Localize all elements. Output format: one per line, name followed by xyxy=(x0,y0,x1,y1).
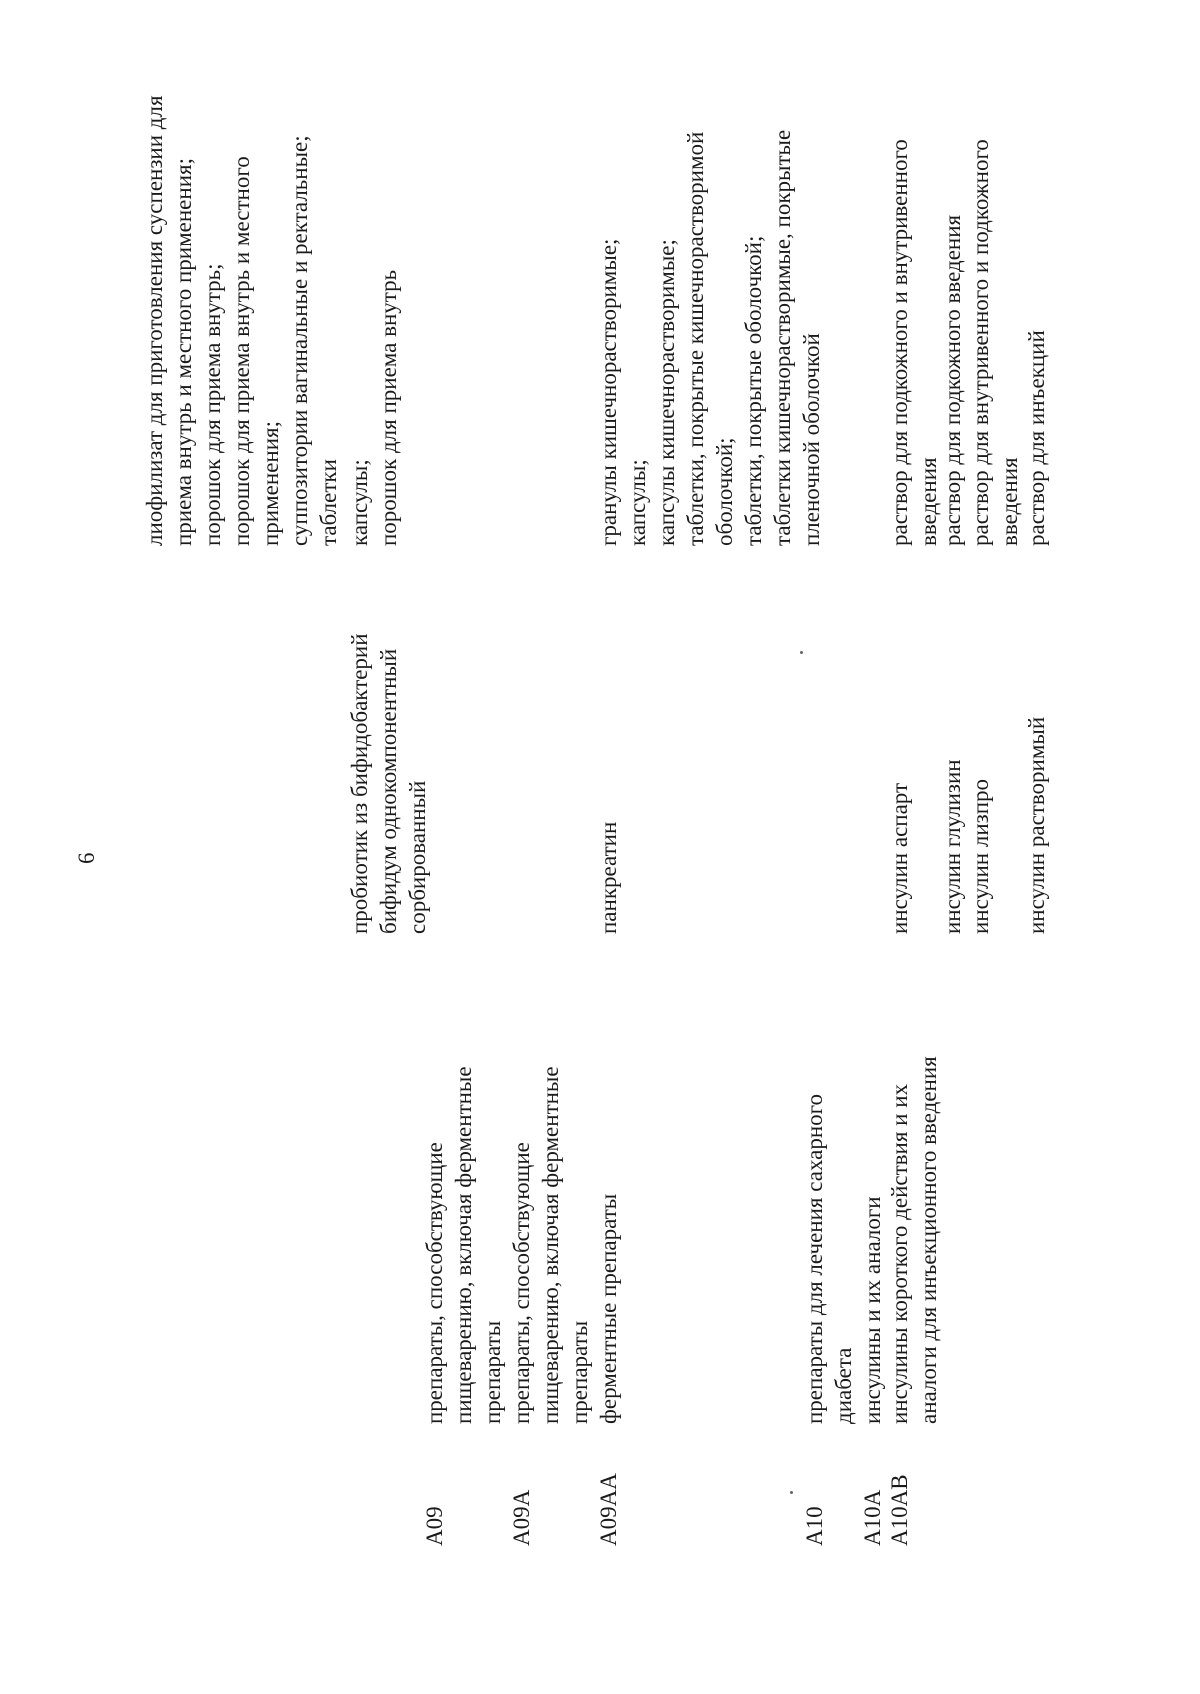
drug-name: панкреатин xyxy=(596,821,621,934)
dosage-forms: раствор для подкожного и внутривенного введения xyxy=(887,139,941,546)
atc-code: A10A xyxy=(860,1489,885,1546)
atc-group-name: препараты, способствующие пищеварению, включая ферментные препараты xyxy=(422,1066,505,1424)
atc-code: A10AB xyxy=(887,1474,912,1546)
atc-code: A09A xyxy=(509,1489,534,1546)
atc-code: A10 xyxy=(802,1506,827,1546)
dosage-forms: раствор для внутривенного и подкожного введения xyxy=(968,139,1022,546)
drug-name: пробиотик из бифидобактерий бифидум однокомпонентный сорбированный xyxy=(347,633,430,934)
scan-speck xyxy=(790,1491,793,1494)
atc-group-name: инсулины короткого действия и их аналоги для инъекционного введения xyxy=(887,1056,941,1424)
atc-group-name: ферментные препараты xyxy=(596,1193,621,1424)
dosage-forms: гранулы кишечнорастворимые; капсулы; капсулы кишечнорастворимые; таблетки, покрытые кишечнорастворимой оболочкой; таблетки, покрытые оболочкой; таблетки кишечнорастворимые, покрытые пленочной оболочкой xyxy=(596,129,824,546)
atc-group-name: инсулины и их аналоги xyxy=(860,1196,885,1424)
atc-code: A09AA xyxy=(596,1473,621,1546)
drug-name: инсулин аспарт xyxy=(887,782,912,934)
drug-name: инсулин лизпро xyxy=(968,778,993,934)
dosage-forms: раствор для подкожного введения xyxy=(940,214,965,546)
dosage-forms: капсулы; порошок для приема внутрь xyxy=(347,269,401,546)
scan-speck xyxy=(800,651,803,654)
drug-name: инсулин растворимый xyxy=(1024,716,1049,934)
drug-name: инсулин глулизин xyxy=(940,759,965,934)
page-number: 6 xyxy=(74,852,99,864)
atc-group-name: препараты, способствующие пищеварению, включая ферментные препараты xyxy=(509,1066,592,1424)
atc-group-name: препараты для лечения сахарного диабета xyxy=(802,1093,856,1424)
dosage-forms: раствор для инъекций xyxy=(1024,330,1049,546)
forms-continuation: лиофилизат для приготовления суспензии для приема внутрь и местного применения; порошок для приема внутрь; порошок для приема внутрь и местного применения; суппозитории вагинальные и ректальные; таблетки xyxy=(142,95,341,546)
atc-code: A09 xyxy=(422,1506,447,1546)
